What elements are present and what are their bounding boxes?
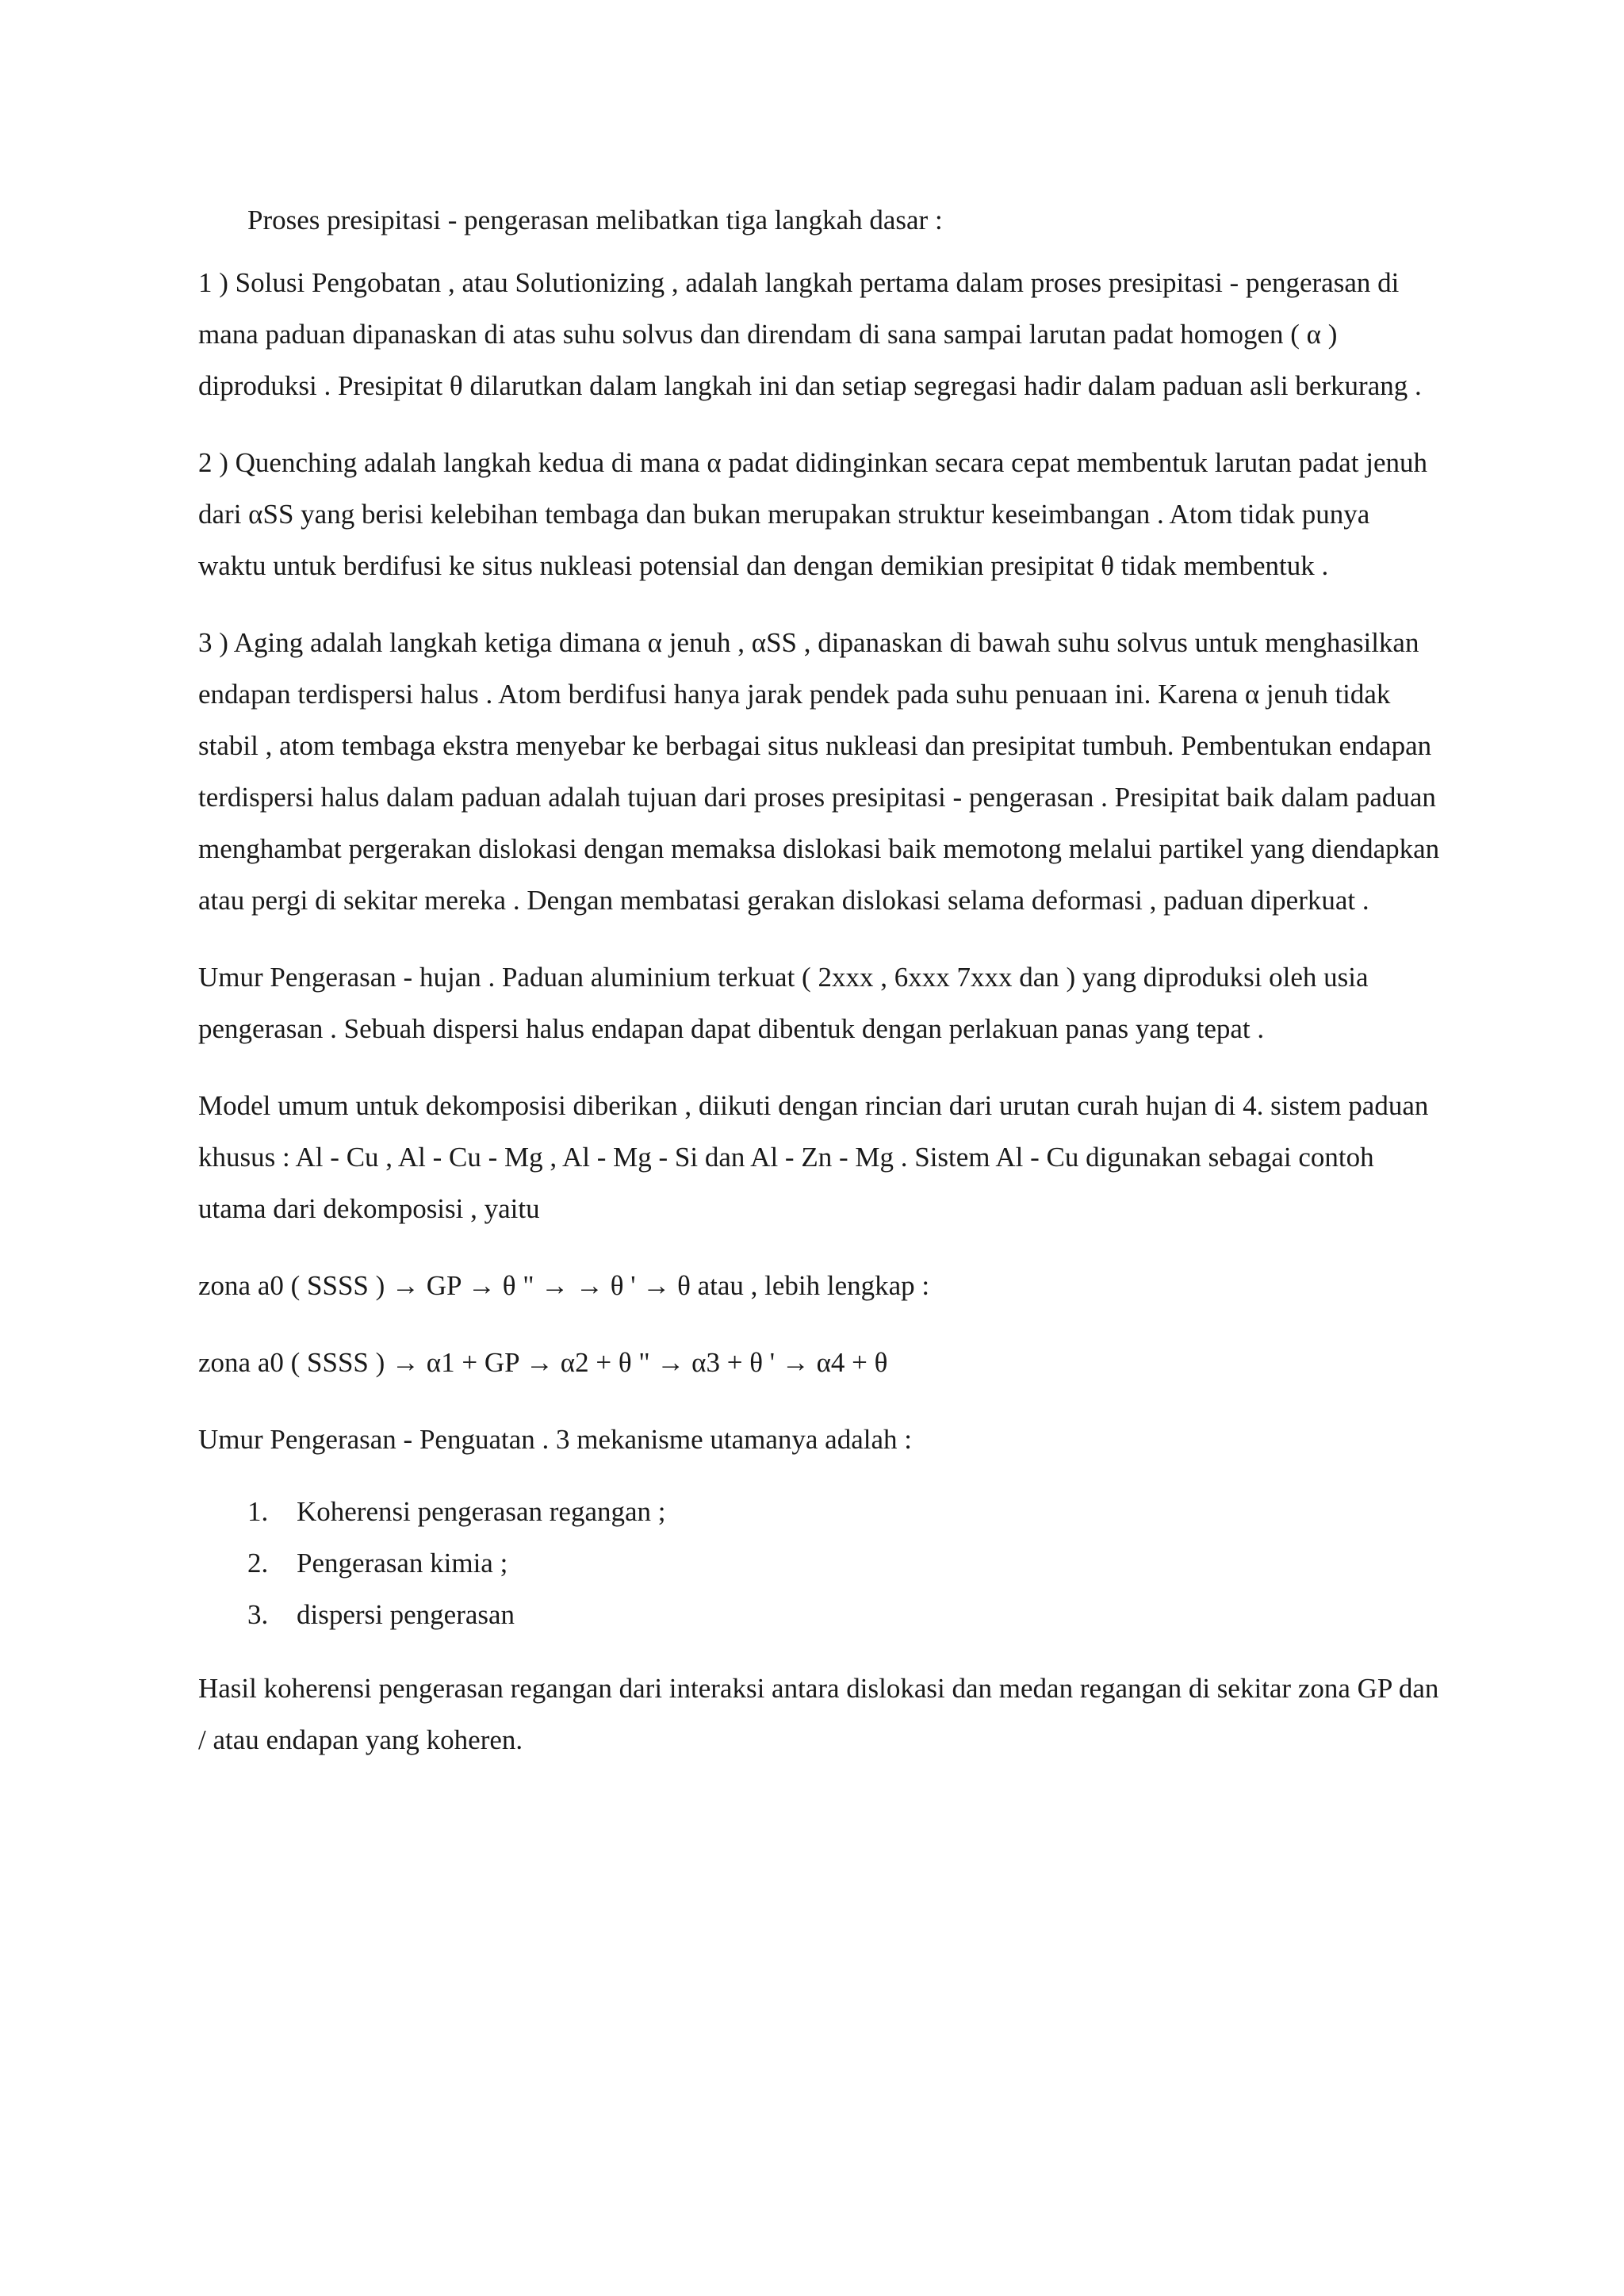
strengthening-mechanisms-heading: Umur Pengerasan - Penguatan . 3 mekanisme utamanya adalah :	[198, 1424, 912, 1455]
document-body	[198, 194, 1443, 1791]
intro-paragraph: Proses presipitasi - pengerasan melibatkan tiga langkah dasar :	[247, 205, 943, 235]
list-item-text: dispersi pengerasan	[297, 1599, 515, 1630]
decomposition-sequence-short: zona a0 ( SSSS ) → GP → θ " → → θ ' → θ atau , lebih lengkap :	[198, 1270, 930, 1301]
step-3-paragraph: 3 ) Aging adalah langkah ketiga dimana α jenuh , αSS , dipanaskan di bawah suhu solvus untuk menghasilkan endapan terdispersi halus . Atom berdifusi hanya jarak pendek pada suhu penuaan ini. Karena α jenuh tidak stabil , atom tembaga ekstra menyebar ke berbagai situs nukleasi dan presipitat tumbuh. Pembentukan endapan terdispersi halus dalam paduan adalah tujuan dari proses presipitasi - pengerasan . Presipitat baik dalam paduan menghambat pergerakan dislokasi dengan memaksa dislokasi baik memotong melalui partikel yang diendapkan atau pergi di sekitar mereka . Dengan membatasi gerakan dislokasi selama deformasi , paduan diperkuat .	[198, 627, 1440, 916]
list-item-number: 1.	[247, 1496, 269, 1527]
decomposition-model-paragraph: Model umum untuk dekomposisi diberikan , diikuti dengan rincian dari urutan curah hujan di 4. sistem paduan khusus : Al - Cu , Al - Cu - Mg , Al - Mg - Si dan Al - Zn - Mg . Sistem Al - Cu digunakan sebagai contoh utama dari dekomposisi , yaitu	[198, 1090, 1429, 1224]
list-item	[247, 1486, 1443, 1537]
step-1-paragraph: 1 ) Solusi Pengobatan , atau Solutionizing , adalah langkah pertama dalam proses presipitasi - pengerasan di mana paduan dipanaskan di atas suhu solvus dan direndam di sana sampai larutan padat homogen ( α ) diproduksi . Presipitat θ dilarutkan dalam langkah ini dan setiap segregasi hadir dalam paduan asli berkurang .	[198, 267, 1422, 401]
list-item-number: 3.	[247, 1599, 269, 1630]
mechanisms-list	[198, 1486, 1443, 1640]
list-item-text: Pengerasan kimia ;	[297, 1548, 508, 1578]
step-2-paragraph: 2 ) Quenching adalah langkah kedua di mana α padat didinginkan secara cepat membentuk larutan padat jenuh dari αSS yang berisi kelebihan tembaga dan bukan merupakan struktur keseimbangan . Atom tidak punya waktu untuk berdifusi ke situs nukleasi potensial dan dengan demikian presipitat θ tidak membentuk .	[198, 447, 1427, 581]
list-item	[247, 1537, 1443, 1589]
list-item-number: 2.	[247, 1548, 269, 1578]
decomposition-sequence-full: zona a0 ( SSSS ) → α1 + GP → α2 + θ " → α3 + θ ' → α4 + θ	[198, 1347, 888, 1378]
list-item	[247, 1589, 1443, 1640]
age-hardening-paragraph: Umur Pengerasan - hujan . Paduan aluminium terkuat ( 2xxx , 6xxx 7xxx dan ) yang diproduksi oleh usia pengerasan . Sebuah dispersi halus endapan dapat dibentuk dengan perlakuan panas yang tepat .	[198, 962, 1369, 1044]
closing-paragraph: Hasil koherensi pengerasan regangan dari interaksi antara dislokasi dan medan regangan di sekitar zona GP dan / atau endapan yang koheren.	[198, 1673, 1439, 1755]
list-item-text: Koherensi pengerasan regangan ;	[297, 1496, 666, 1527]
